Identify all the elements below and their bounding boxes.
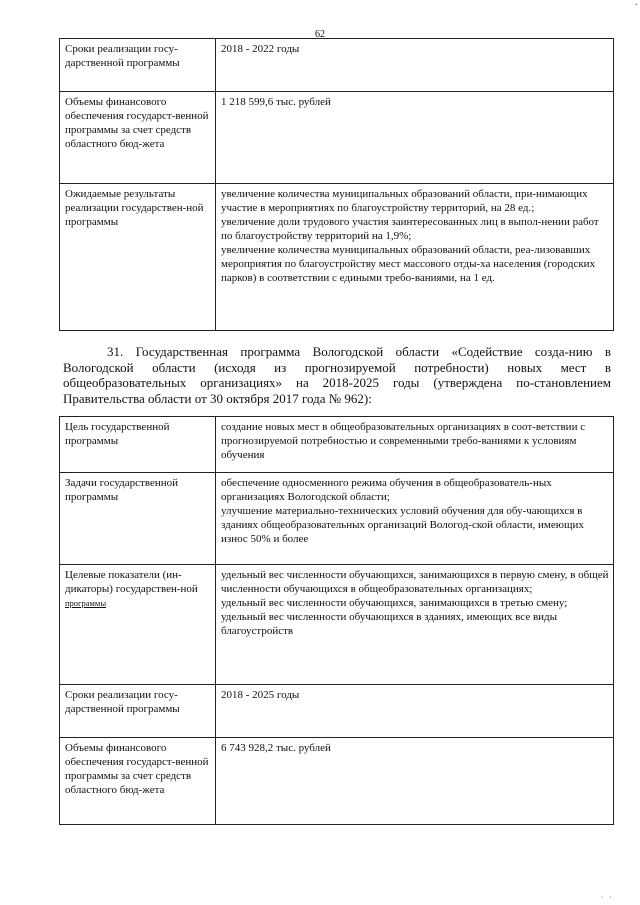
value-paragraph: 1 218 599,6 тыс. рублей [221, 96, 331, 108]
row-label: Ожидаемые результаты реализации государствен-ной программы [60, 184, 216, 330]
program-passport-table-31 [59, 416, 614, 825]
row-label: Сроки реализации госу-дарственной программы [60, 39, 216, 91]
value-paragraph: увеличение количества муниципальных образований области, реа-лизовавших мероприятия по благоустройству мест массового отды-ха населения (городских парков) в соответствии с едиными требо-ваниями, на 1 ед. [221, 244, 596, 284]
value-paragraph: увеличение количества муниципальных образований области, при-нимающих участие в мероприятиях по благоустройству территорий, на 28 ед.; [221, 188, 588, 214]
table-row [60, 91, 613, 183]
table-row [60, 472, 613, 564]
value-paragraph: удельный вес численности обучающихся, занимающихся в третью смену; [221, 597, 568, 609]
foot-mark: · · [600, 893, 614, 902]
row-value [216, 738, 613, 824]
table-row [60, 417, 613, 472]
row-value [216, 417, 613, 472]
row-label: Цель государственной программы [60, 417, 216, 472]
value-paragraph: 6 743 928,2 тыс. рублей [221, 742, 331, 754]
row-value [216, 473, 613, 564]
row-label-text: Целевые показатели (ин-дикаторы) государствен-ной [65, 569, 198, 595]
value-paragraph: удельный вес численности обучающихся в зданиях, имеющих все виды благоустройств [221, 611, 558, 637]
value-paragraph: увеличение доли трудового участия заинтересованных лиц в выпол-нении работ по благоустройству территорий на 1,9%; [221, 216, 599, 242]
row-value [216, 685, 613, 737]
row-value [216, 39, 613, 91]
table-row [60, 737, 613, 824]
value-paragraph: улучшение материально-технических условий обучения для обу-чающихся в зданиях общеобразовательных организаций Вологод-ской области, имеющих износ 50% и более [221, 505, 584, 545]
row-label [60, 565, 216, 684]
value-paragraph: удельный вес численности обучающихся, занимающихся в первую смену, в общей численности обучающихся в общеобразовательных организациях; [221, 569, 609, 595]
value-paragraph: 2018 - 2025 годы [221, 689, 300, 701]
row-label: Объемы финансового обеспечения государст-венной программы за счет средств областного бюд-жета [60, 738, 216, 824]
table-row [60, 684, 613, 737]
program-heading: 31. Государственная программа Вологодской области «Содействие созда-нию в Вологодской области (исходя из прогнозируемой потребности) новых мест в общеобразовательных организациях» на 2018-2025 годы (утверждена по-становлением Правительства области от 30 октября 2017 года № 962): [63, 344, 611, 406]
corner-mark: · [634, 0, 638, 11]
page-number: 62 [315, 29, 325, 40]
table-row [60, 564, 613, 684]
row-value [216, 92, 613, 183]
row-label: Сроки реализации госу-дарственной программы [60, 685, 216, 737]
table-row [60, 183, 613, 330]
row-label-underlined: программы [65, 598, 107, 608]
row-value [216, 184, 613, 330]
row-value [216, 565, 613, 684]
value-paragraph: создание новых мест в общеобразовательных организациях в соот-ветствии с прогнозируемой потребностью и современными требо-ваниями к условиям обучения [221, 421, 586, 461]
table-row [60, 39, 613, 91]
row-label: Объемы финансового обеспечения государст-венной программы за счет средств областного бюд-жета [60, 92, 216, 183]
row-label: Задачи государственной программы [60, 473, 216, 564]
program-passport-table-30 [59, 38, 614, 331]
value-paragraph: обеспечение односменного режима обучения в общеобразователь-ных организациях Вологодской области; [221, 477, 552, 503]
value-paragraph: 2018 - 2022 годы [221, 43, 300, 55]
